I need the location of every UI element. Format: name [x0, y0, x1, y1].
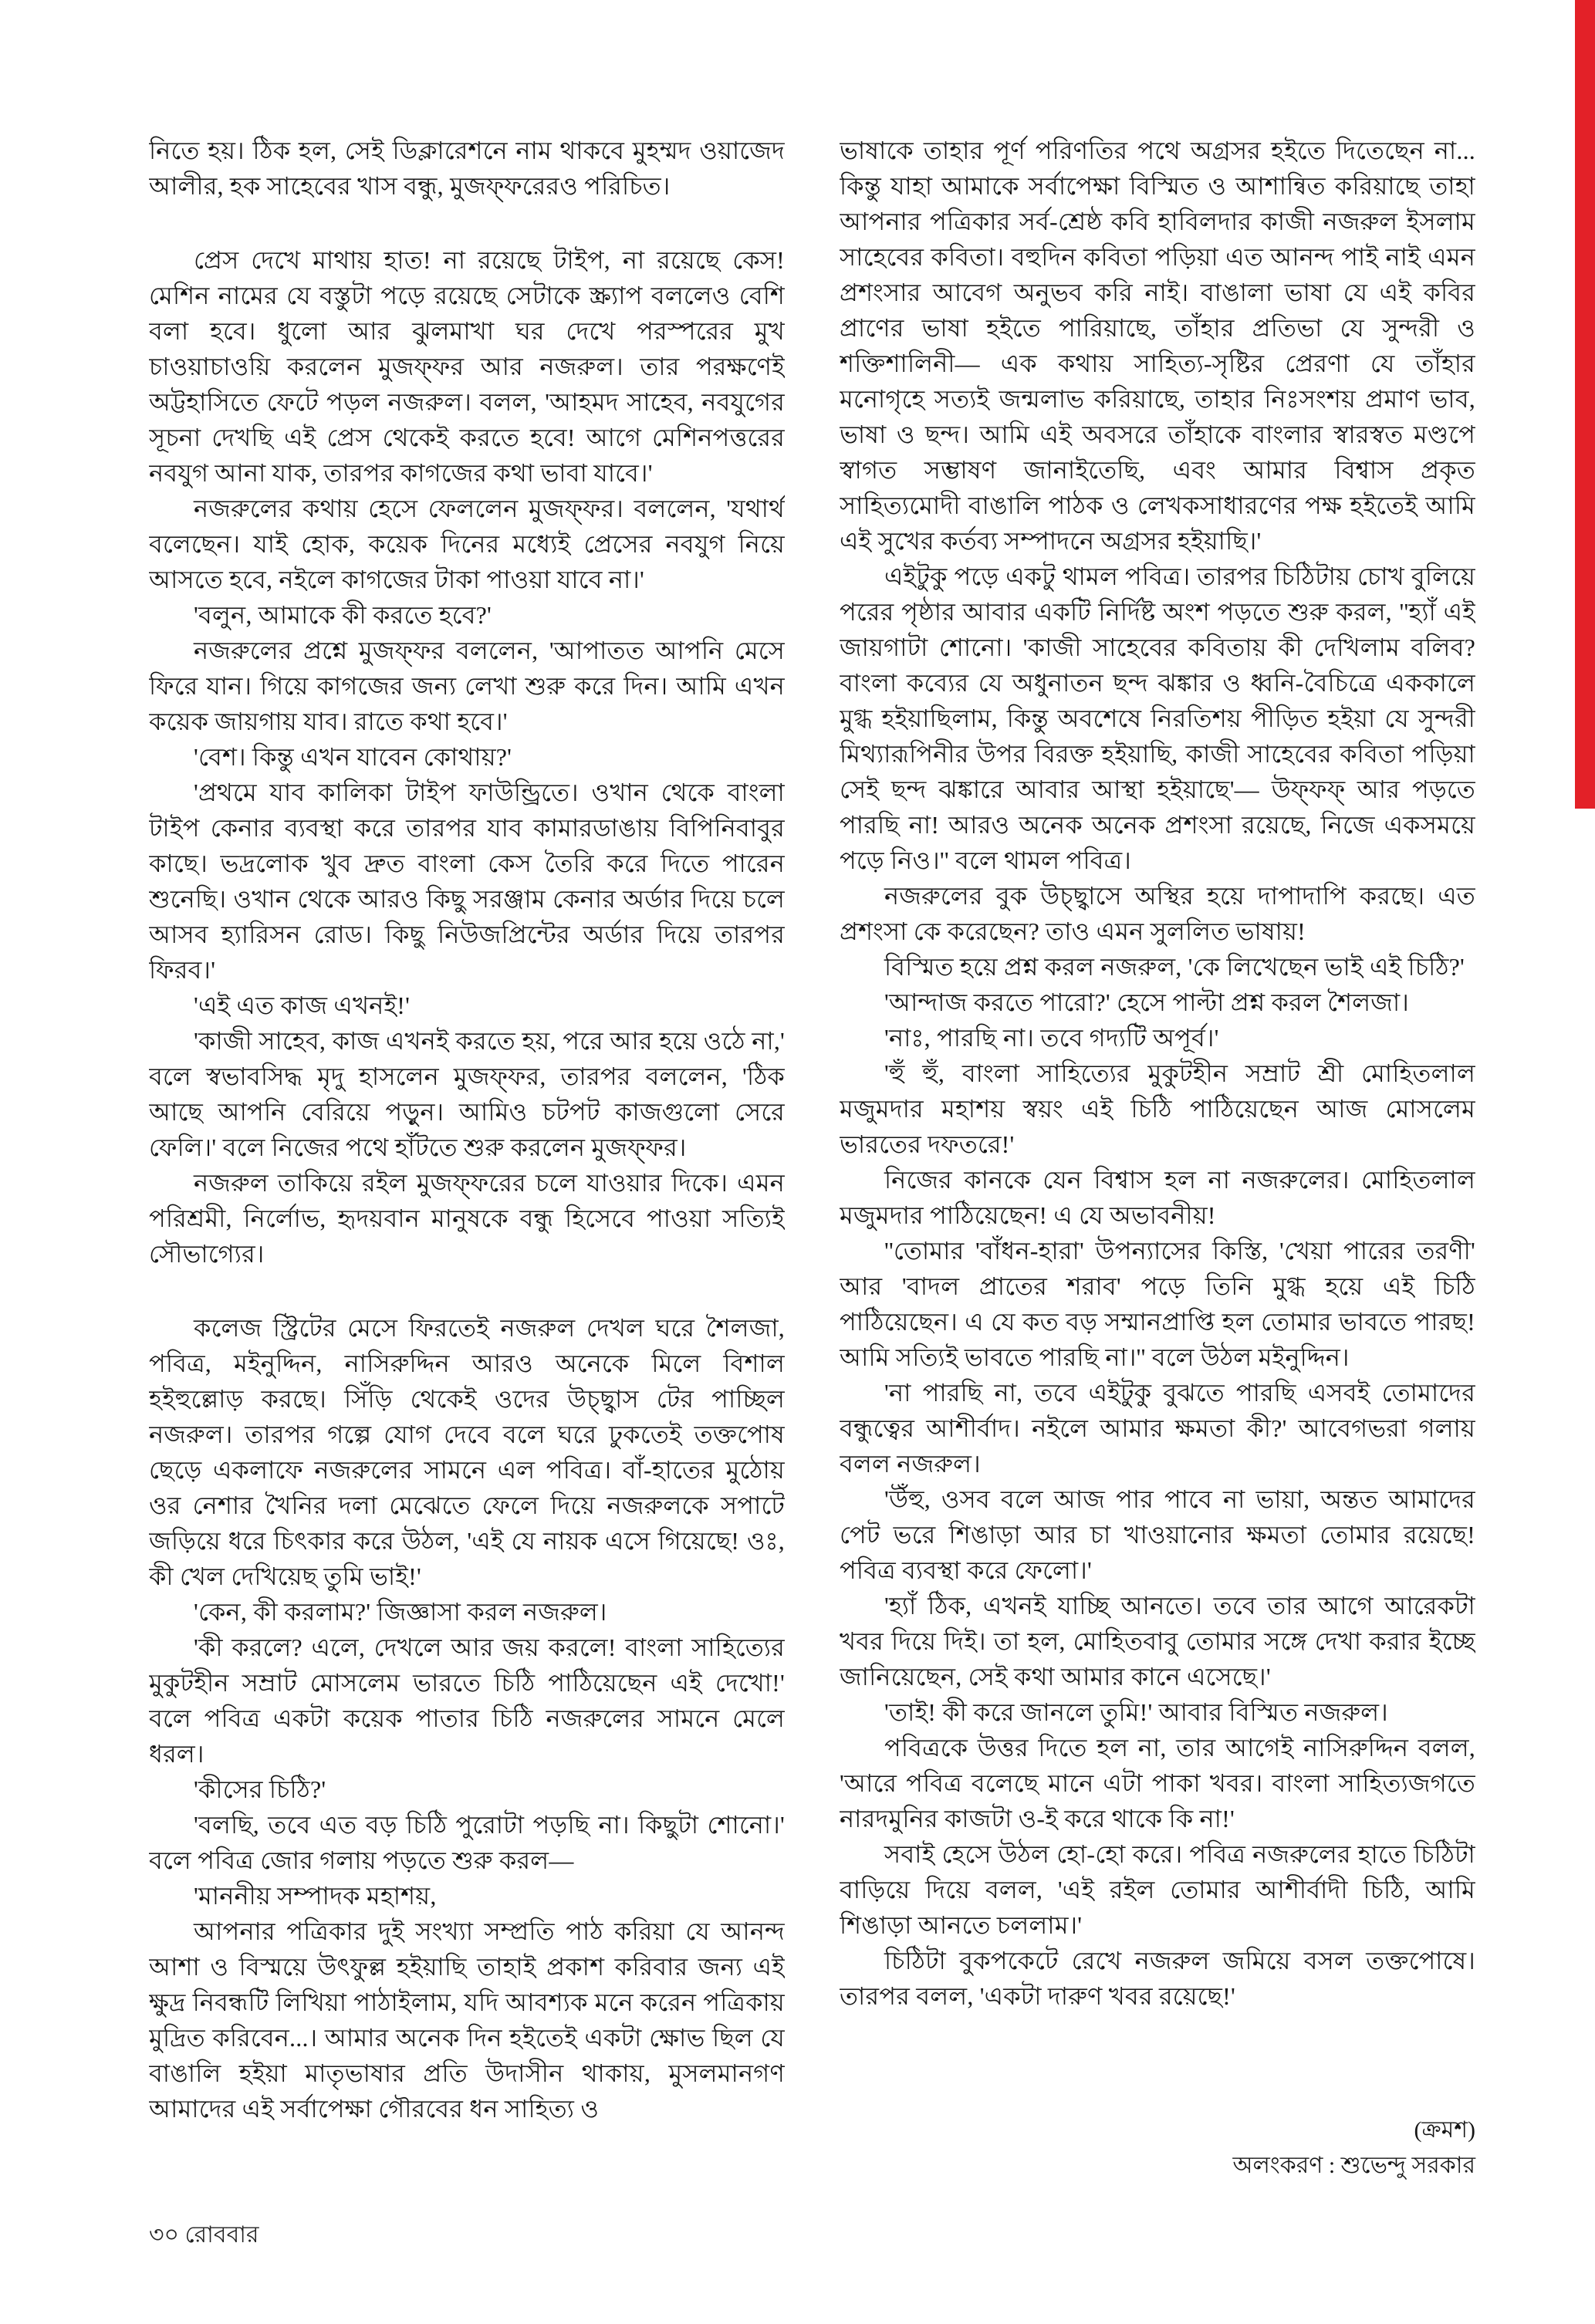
paragraph: কলেজ স্ট্রিটের মেসে ফিরতেই নজরুল দেখল ঘরে শৈলজা, পবিত্র, মইনুদ্দিন, নাসিরুদ্দিন আরও অনেকে মিলে বিশাল হইহুল্লোড় করছে। সিঁড়ি থেকেই ওদের উচ্ছ্বাস টের পাচ্ছিল নজরুল। তারপর গল্পে যোগ দেবে বলে ঘরে ঢুকতেই তক্তপোষ ছেড়ে একলাফে নজরুলের সামনে এল পবিত্র। বাঁ-হাতের মুঠোয় ওর নেশার খৈনির দলা মেঝেতে ফেলে দিয়ে নজরুলকে সপাটে জড়িয়ে ধরে চিৎকার করে উঠল, 'এই যে নায়ক এসে গিয়েছে! ওঃ, কী খেল দেখিয়েছ তুমি ভাই!' [149, 1314, 785, 1590]
paragraph: এইটুকু পড়ে একটু থামল পবিত্র। তারপর চিঠিটায় চোখ বুলিয়ে পরের পৃষ্ঠার আবার একটি নির্দিষ্ট অংশ পড়তে শুরু করল, ''হ্যাঁ এই জায়গাটা শোনো। 'কাজী সাহেবের কবিতায় কী দেখিলাম বলিব? বাংলা কব্যের যে অধুনাতন ছন্দ ঝঙ্কার ও ধ্বনি-বৈচিত্রে এককালে মুগ্ধ হইয়াছিলাম, কিন্তু অবশেষে নিরতিশয় পীড়িত হইয়া যে সুন্দরী মিথ্যারূপিনীর উপর বিরক্ত হইয়াছি, কাজী সাহেবের কবিতা পড়িয়া সেই ছন্দ ঝঙ্কারে আবার আস্থা হইয়াছে'— উফ্ফফ্ আর পড়তে পারছি না! আরও অনেক অনেক প্রশংসা রয়েছে, নিজে একসময়ে পড়ে নিও।'' বলে থামল পবিত্র। [840, 562, 1475, 874]
paragraph: 'কাজী সাহেব, কাজ এখনই করতে হয়, পরে আর হয়ে ওঠে না,' বলে স্বভাবসিদ্ধ মৃদু হাসলেন মুজফ্ফর, তারপর বললেন, 'ঠিক আছে আপনি বেরিয়ে পড়ুন। আমিও চটপট কাজগুলো সেরে ফেলি।' বলে নিজের পথে হাঁটতে শুরু করলেন মুজফ্ফর। [149, 1027, 785, 1161]
paragraph: বিস্মিত হয়ে প্রশ্ন করল নজরুল, 'কে লিখেছেন ভাই এই চিঠি?' [884, 953, 1465, 981]
paragraph: 'বলছি, তবে এত বড় চিঠি পুরোটা পড়ছি না। কিছুটা শোনো।' বলে পবিত্র জোর গলায় পড়তে শুরু করল— [149, 1811, 785, 1874]
paragraph: চিঠিটা বুকপকেটে রেখে নজরুল জমিয়ে বসল তক্তপোষে। তারপর বলল, 'একটা দারুণ খবর রয়েছে!' [840, 1947, 1475, 2010]
paragraph: নজরুলের কথায় হেসে ফেললেন মুজফ্ফর। বললেন, 'যথার্থ বলেছেন। যাই হোক, কয়েক দিনের মধ্যেই প্রেসের নবযুগ নিয়ে আসতে হবে, নইলে কাগজের টাকা পাওয়া যাবে না।' [149, 495, 785, 593]
paragraph: 'হ্যাঁ ঠিক, এখনই যাচ্ছি আনতে। তবে তার আগে আরেকটা খবর দিয়ে দিই। তা হল, মোহিতবাবু তোমার সঙ্গে দেখা করার ইচ্ছে জানিয়েছেন, সেই কথা আমার কানে এসেছে।' [840, 1592, 1475, 1691]
paragraph: প্রেস দেখে মাথায় হাত! না রয়েছে টাইপ, না রয়েছে কেস! মেশিন নামের যে বস্তুটা পড়ে রয়েছে সেটাকে স্ক্র্যাপ বললেও বেশি বলা হবে। ধুলো আর ঝুলমাখা ঘর দেখে পরস্পরের মুখ চাওয়াচাওয়ি করলেন মুজফ্ফর আর নজরুল। তার পরক্ষণেই অট্টহাসিতে ফেটে পড়ল নজরুল। বলল, 'আহমদ সাহেব, নবযুগের সূচনা দেখছি এই প্রেস থেকেই করতে হবে! আগে মেশিনপত্তরের নবযুগ আনা যাক, তারপর কাগজের কথা ভাবা যাবে।' [149, 246, 785, 487]
paragraph: নিজের কানকে যেন বিশ্বাস হল না নজরুলের। মোহিতলাল মজুমদার পাঠিয়েছেন! এ যে অভাবনীয়! [840, 1166, 1475, 1229]
paragraph: নজরুলের প্রশ্নে মুজফ্ফর বললেন, 'আপাতত আপনি মেসে ফিরে যান। গিয়ে কাগজের জন্য লেখা শুরু করে দিন। আমি এখন কয়েক জায়গায় যাব। রাতে কথা হবে।' [149, 637, 785, 735]
right-text-column [840, 133, 1475, 2170]
paragraph: 'নাঃ, পারছি না। তবে গদ্যটি অপূর্ব।' [884, 1024, 1219, 1052]
paragraph: 'হুঁ হুঁ, বাংলা সাহিত্যের মুকুটহীন সম্রাট শ্রী মোহিতলাল মজুমদার মহাশয় স্বয়ং এই চিঠি পাঠিয়েছেন আজ মোসলেম ভারতের দফতরে!' [840, 1059, 1475, 1158]
paragraph: নজরুলের বুক উচ্ছ্বাসে অস্থির হয়ে দাপাদাপি করছে। এত প্রশংসা কে করেছেন? তাও এমন সুললিত ভাষায়! [840, 882, 1475, 945]
column-end-block [840, 2093, 1475, 2184]
paragraph: 'কীসের চিঠি?' [194, 1775, 326, 1803]
paragraph: 'বেশ। কিন্তু এখন যাবেন কোথায়?' [194, 743, 512, 771]
paragraph: 'প্রথমে যাব কালিকা টাইপ ফাউন্ড্রিতে। ওখান থেকে বাংলা টাইপ কেনার ব্যবস্থা করে তারপর যাব কামারডাঙায় বিপিনিবাবুর কাছে। ভদ্রলোক খুব দ্রুত বাংলা কেস তৈরি করে দিতে পারেন শুনেছি। ওখান থেকে আরও কিছু সরঞ্জাম কেনার অর্ডার দিয়ে চলে আসব হ্যারিসন রোড। কিছু নিউজপ্রিন্টের অর্ডার দিয়ে তারপর ফিরব।' [149, 779, 785, 984]
paragraph: 'আন্দাজ করতে পারো?' হেসে পাল্টা প্রশ্ন করল শৈলজা। [884, 988, 1409, 1016]
paragraph: ভাষাকে তাহার পূর্ণ পরিণতির পথে অগ্রসর হইতে দিতেছেন না... কিন্তু যাহা আমাকে সর্বাপেক্ষা বিস্মিত ও আশান্বিত করিয়াছে তাহা আপনার পত্রিকার সর্ব-শ্রেষ্ঠ কবি হাবিলদার কাজী নজরুল ইসলাম সাহেবের কবিতা। বহুদিন কবিতা পড়িয়া এত আনন্দ পাই নাই এমন প্রশংসার আবেগ অনুভব করি নাই। বাঙালা ভাষা যে এই কবির প্রাণের ভাষা হইতে পারিয়াছে, তাঁহার প্রতিভা যে সুন্দরী ও শক্তিশালিনী— এক কথায় সাহিত্য-সৃষ্টির প্রেরণা যে তাঁহার মনোগৃহে সত্যই জন্মলাভ করিয়াছে, তাহার নিঃসংশয় প্রমাণ ভাব, ভাষা ও ছন্দ। আমি এই অবসরে তাঁহাকে বাংলার স্বারস্বত মণ্ডপে স্বাগত সম্ভাষণ জানাইতেছি, এবং আমার বিশ্বাস প্রকৃত সাহিত্যমোদী বাঙালি পাঠক ও লেখকসাধারণের পক্ষ হইতেই আমি এই সুখের কর্তব্য সম্পাদনে অগ্রসর হইয়াছি।' [840, 137, 1475, 555]
continuation-marker: (ক্রমশ) [1414, 2117, 1475, 2143]
red-edge-bar [1575, 0, 1595, 809]
paragraph: নজরুল তাকিয়ে রইল মুজফ্ফরের চলে যাওয়ার দিকে। এমন পরিশ্রমী, নির্লোভ, হৃদয়বান মানুষকে বন্ধু হিসেবে পাওয়া সত্যিই সৌভাগ্যের। [149, 1169, 785, 1268]
paragraph: 'উঁহু, ওসব বলে আজ পার পাবে না ভায়া, অন্তত আমাদের পেট ভরে শিঙাড়া আর চা খাওয়ানোর ক্ষমতা তোমার রয়েছে! পবিত্র ব্যবস্থা করে ফেলো।' [840, 1485, 1475, 1584]
footer-page-number: ৩০ রোববার [149, 2222, 259, 2248]
paragraph: 'না পারছি না, তবে এইটুকু বুঝতে পারছি এসবই তোমাদের বন্ধুত্বের আশীর্বাদ। নইলে আমার ক্ষমতা কী?' আবেগভরা গলায় বলল নজরুল। [840, 1379, 1475, 1478]
paragraph: 'বলুন, আমাকে কী করতে হবে?' [194, 601, 492, 629]
left-text-column [149, 133, 785, 2170]
paragraph: পবিত্রকে উত্তর দিতে হল না, তার আগেই নাসিরুদ্দিন বলল, 'আরে পবিত্র বলেছে মানে এটা পাকা খবর। বাংলা সাহিত্যজগতে নারদমুনির কাজটা ও-ই করে থাকে কি না!' [840, 1734, 1475, 1833]
paragraph: 'মাননীয় সম্পাদক মহাশয়, [194, 1882, 437, 1910]
illustration-credit: অলংকরণ : শুভেন্দু সরকার [1232, 2153, 1475, 2178]
paragraph: ''তোমার 'বাঁধন-হারা' উপন্যাসের কিস্তি, 'খেয়া পারের তরণী' আর 'বাদল প্রাতের শরাব' পড়ে তিনি মুগ্ধ হয়ে এই চিঠি পাঠিয়েছেন। এ যে কত বড় সম্মানপ্রাপ্তি হল তোমার ভাবতে পারছ! আমি সত্যিই ভাবতে পারছি না।'' বলে উঠল মইনুদ্দিন। [840, 1237, 1475, 1371]
paragraph: 'কেন, কী করলাম?' জিজ্ঞাসা করল নজরুল। [194, 1598, 607, 1626]
paragraph: 'তাই! কী করে জানলে তুমি!' আবার বিস্মিত নজরুল। [884, 1698, 1388, 1726]
paragraph: সবাই হেসে উঠল হো-হো করে। পবিত্র নজরুলের হাতে চিঠিটা বাড়িয়ে দিয়ে বলল, 'এই রইল তোমার আশীর্বাদী চিঠি, আমি শিঙাড়া আনতে চললাম।' [840, 1840, 1475, 1939]
paragraph: 'এই এত কাজ এখনই!' [194, 991, 411, 1019]
paragraph: নিতে হয়। ঠিক হল, সেই ডিক্লারেশনে নাম থাকবে মুহম্মদ ওয়াজেদ আলীর, হক সাহেবের খাস বন্ধু, মুজফ্ফরেরও পরিচিত। [149, 137, 785, 200]
paragraph: 'কী করলে? এলে, দেখলে আর জয় করলে! বাংলা সাহিত্যের মুকুটহীন সম্রাট মোসলেম ভারতে চিঠি পাঠিয়েছেন এই দেখো!' বলে পবিত্র একটা কয়েক পাতার চিঠি নজরুলের সামনে মেলে ধরল। [149, 1633, 785, 1768]
paragraph: আপনার পত্রিকার দুই সংখ্যা সম্প্রতি পাঠ করিয়া যে আনন্দ আশা ও বিস্ময়ে উৎফুল্ল হইয়াছি তাহাই প্রকাশ করিবার জন্য এই ক্ষুদ্র নিবন্ধটি লিখিয়া পাঠাইলাম, যদি আবশ্যক মনে করেন পত্রিকায় মুদ্রিত করিবেন...। আমার অনেক দিন হইতেই একটা ক্ষোভ ছিল যে বাঙালি হইয়া মাতৃভাষার প্রতি উদাসীন থাকায়, মুসলমানগণ আমাদের এই সর্বাপেক্ষা গৌরবের ধন সাহিত্য ও [149, 1917, 785, 2123]
